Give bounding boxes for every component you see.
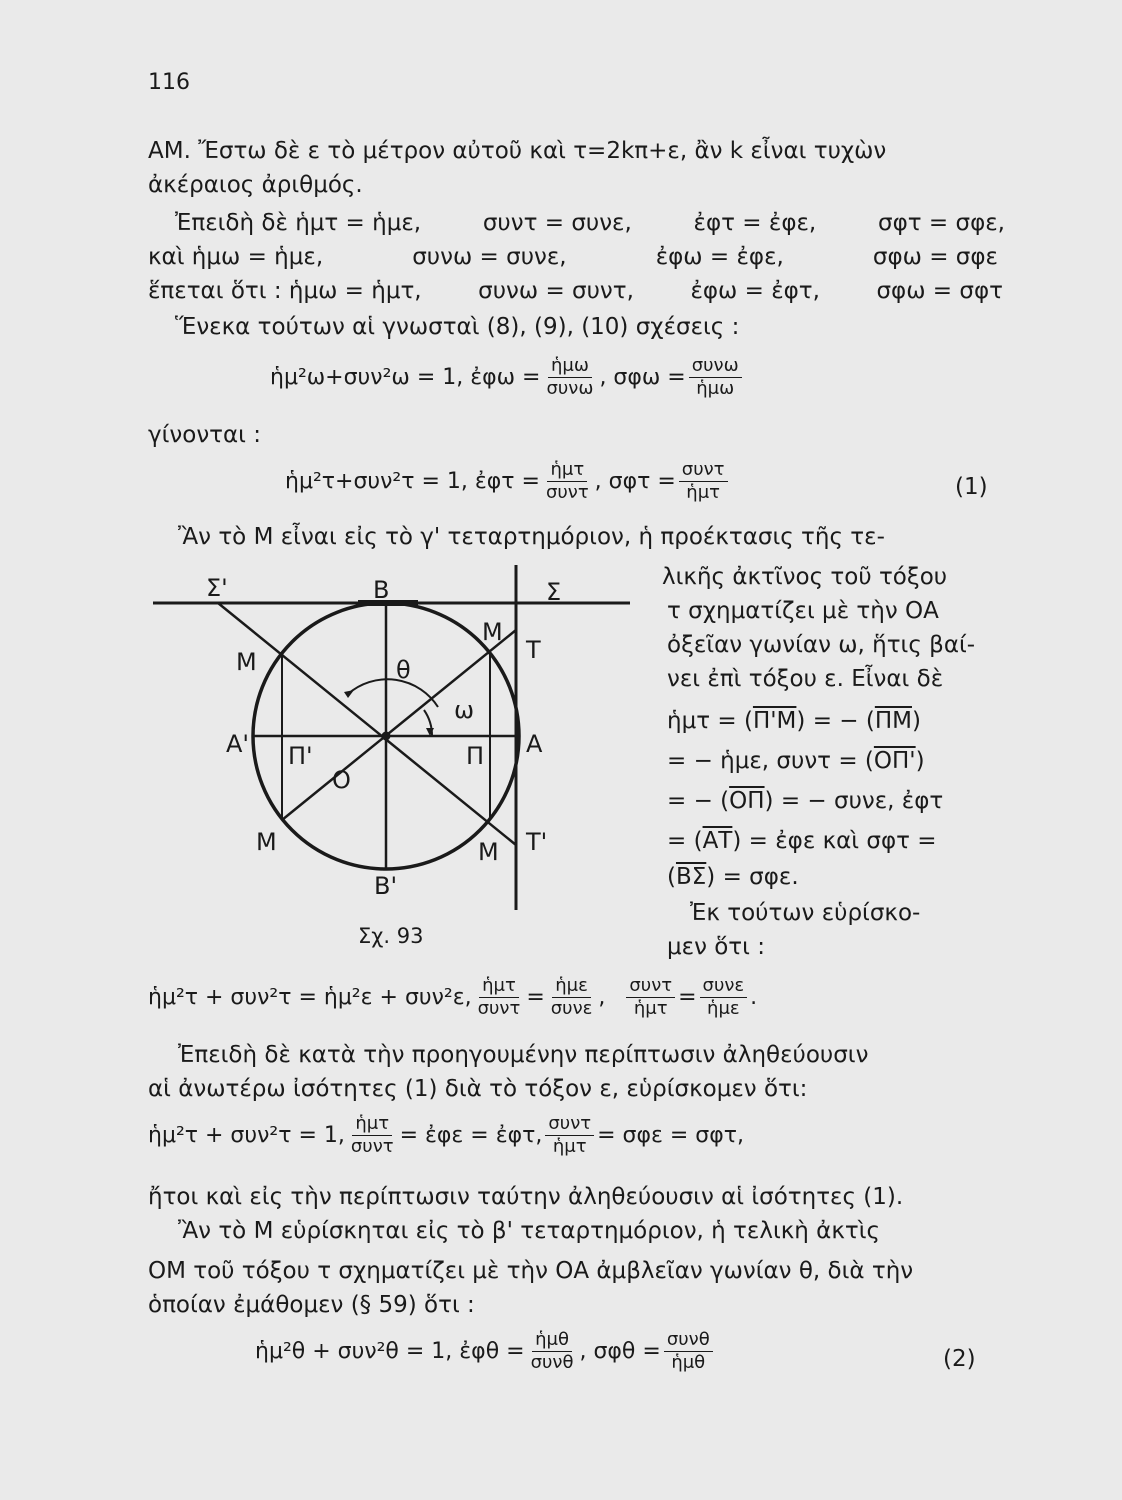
since-cell: σφω = σφτ — [876, 278, 1003, 304]
label-m-bottom-right: Μ — [478, 838, 499, 866]
eq-result1-end: . — [750, 985, 758, 1010]
fraction-denominator: συντ — [545, 482, 589, 503]
fraction-numerator: συνθ — [664, 1330, 713, 1352]
eq-result2-frac2 — [545, 1114, 594, 1157]
label-t: Τ — [526, 636, 541, 664]
equation-number-1: (1) — [955, 474, 988, 500]
since-row-1 — [175, 208, 1005, 238]
line-s1-t1 — [218, 603, 516, 845]
para3-line-2: Ἂν τὸ Μ εὑρίσκηται εἰς τὸ β' τεταρτημόριον, ἡ τελικὴ ἀκτὶς — [178, 1218, 881, 1244]
label-a: Α — [526, 730, 543, 758]
eq-result1-sep: , — [598, 985, 606, 1010]
label-m-left: Μ — [236, 648, 257, 676]
intro-line-2: ἀκέραιος ἀριθμός. — [148, 172, 363, 198]
fraction-numerator: ἡμε — [552, 976, 591, 998]
since-row-2 — [148, 242, 998, 272]
side-eq-line-5 — [667, 862, 799, 892]
eq-result2-frac1 — [348, 1114, 397, 1157]
fraction-numerator: ἡμτ — [479, 976, 519, 998]
fraction-numerator: ἡμτ — [547, 460, 587, 482]
side-eq-line-6: Ἐκ τούτων εὑρίσκο- — [690, 900, 921, 926]
side-eq-text: ) = − συνε, ἐφτ — [764, 788, 944, 814]
eq-result2-end: = σφε = σφτ, — [597, 1123, 744, 1148]
eq-result1-equals: = — [678, 985, 697, 1010]
since-cell: καὶ ἡμω = ἡμε, — [148, 244, 324, 270]
since-cell: σφτ = σφε, — [878, 210, 1005, 236]
fraction-denominator: συνθ — [530, 1352, 574, 1373]
fraction-numerator: συνω — [689, 356, 742, 378]
fraction-denominator: συντ — [350, 1136, 394, 1157]
eq-result2-lhs: ἡμ²τ + συν²τ = 1, — [148, 1123, 345, 1148]
center-point — [382, 732, 390, 740]
since-cell: συνω = συντ, — [478, 278, 634, 304]
side-eq-line-1 — [667, 706, 921, 736]
fraction-denominator: ἡμτ — [552, 1136, 587, 1157]
side-text-line-2: τ σχηματίζει μὲ τὴν ΟΑ — [667, 598, 939, 624]
side-eq-text: ἡμτ = ( — [667, 708, 753, 734]
since-cell: ἐφω = ἐφτ, — [690, 278, 820, 304]
segment-label: ΟΠ' — [873, 748, 916, 774]
label-p: Π — [466, 742, 485, 770]
eq-tau-frac1 — [543, 460, 592, 503]
label-s1: Σ' — [206, 574, 228, 602]
intro-line-1: ΑΜ. Ἔστω δὲ ε τὸ μέτρον αὐτοῦ καὶ τ=2kπ+ε, ἂν k εἶναι τυχὼν — [148, 138, 887, 164]
since-cell: Ἐπειδὴ δὲ ἡμτ = ἡμε, — [175, 210, 422, 236]
segment-label: $\overline{AT}$ — [702, 828, 733, 854]
side-eq-text: ) — [915, 748, 925, 774]
trig-circle-figure — [148, 560, 638, 930]
fraction-denominator: ἡμτ — [633, 998, 668, 1019]
para2-line-2: αἱ ἀνωτέρω ἰσότητες (1) διὰ τὸ τόξον ε, εὑρίσκομεν ὅτι: — [148, 1076, 808, 1102]
label-m-top-right: Μ — [482, 618, 503, 646]
side-eq-line-4 — [667, 826, 937, 856]
label-theta: θ — [396, 656, 411, 684]
third-quadrant-line: Ἂν τὸ Μ εἶναι εἰς τὸ γ' τεταρτημόριον, ἡ προέκτασις τῆς τε- — [178, 524, 885, 550]
relations-line: Ἕνεκα τούτων αἱ γνωσταὶ (8), (9), (10) σχέσεις : — [175, 314, 740, 340]
para3-line-3: ΟΜ τοῦ τόξου τ σχηματίζει μὲ τὴν ΟΑ ἀμβλεῖαν γωνίαν θ, διὰ τὴν — [148, 1258, 914, 1284]
eq-omega-lhs: ἡμ²ω+συν²ω = 1, ἐφω = — [270, 365, 541, 390]
eq-result1-frac4 — [700, 976, 748, 1019]
side-text-line-4: νει ἐπὶ τόξου ε. Εἶναι δὲ — [667, 666, 944, 692]
since-cell: ἐφω = ἐφε, — [655, 244, 784, 270]
since-cell: σφω = σφε — [872, 244, 998, 270]
side-eq-text: ) = ἐφε καὶ σφτ = — [732, 828, 937, 854]
label-b: Β — [373, 576, 390, 604]
fraction-numerator: συντ — [679, 460, 728, 482]
since-row-3 — [148, 276, 1003, 306]
eq-theta-mid: , σφθ = — [579, 1339, 661, 1364]
side-eq-text: ) = − ( — [796, 708, 875, 734]
label-m-bottom-left: Μ — [256, 828, 277, 856]
eq-tau-lhs: ἡμ²τ+συν²τ = 1, ἐφτ = — [285, 469, 540, 494]
side-eq-line-3 — [667, 786, 943, 816]
theta-arrow — [344, 690, 354, 698]
side-eq-text: = − ( — [667, 788, 730, 814]
label-o: Ο — [332, 766, 351, 794]
fraction-denominator: συντ — [477, 998, 521, 1019]
side-text-line-3: ὀξεῖαν γωνίαν ω, ἥτις βαί- — [667, 632, 976, 658]
equation-tau — [285, 460, 731, 503]
eq-omega-mid: , σφω = — [599, 365, 686, 390]
since-cell: ἐφτ = ἐφε, — [693, 210, 817, 236]
fraction-denominator: ἡμτ — [686, 482, 720, 503]
eq-omega-frac1 — [543, 356, 596, 399]
fraction-denominator: συνω — [546, 378, 594, 399]
segment-label: $\overline{B\Sigma}$ — [675, 864, 707, 890]
para2-line-1: Ἐπειδὴ δὲ κατὰ τὴν προηγουμένην περίπτωσιν ἀληθεύουσιν — [178, 1042, 869, 1068]
fraction-denominator: ἡμω — [696, 378, 735, 399]
fraction-numerator: ἡμθ — [532, 1330, 572, 1352]
side-text-line-1: λικῆς ἀκτῖνος τοῦ τόξου — [662, 564, 948, 590]
since-cell: συντ = συνε, — [482, 210, 632, 236]
label-b1: Β' — [374, 872, 398, 900]
para3-line-4: ὁποίαν ἐμάθομεν (§ 59) ὅτι : — [148, 1292, 475, 1318]
eq-result1-frac3 — [626, 976, 675, 1019]
fraction-denominator: ἡμε — [707, 998, 740, 1019]
side-eq-text: ) = σφε. — [706, 864, 799, 890]
eq-tau-mid: , σφτ = — [594, 469, 676, 494]
fraction-denominator: ἡμθ — [671, 1352, 706, 1373]
equation-result-2 — [148, 1114, 744, 1157]
page-number: 116 — [148, 70, 190, 95]
eq-result1-frac1 — [475, 976, 524, 1019]
side-eq-text: ( — [667, 864, 676, 890]
eq-result2-mid: = ἐφε = ἐφτ, — [399, 1123, 543, 1148]
label-a1: Α' — [226, 730, 250, 758]
fraction-numerator: ἡμω — [548, 356, 592, 378]
since-cell: συνω = συνε, — [412, 244, 567, 270]
eq-result1-lhs: ἡμ²τ + συν²τ = ἡμ²ε + συν²ε, — [148, 985, 472, 1010]
eq-result1-equals: = — [526, 985, 545, 1010]
segment-label: $\overline{O\Pi}$ — [729, 788, 765, 814]
equation-result-1 — [148, 976, 757, 1019]
label-p1: Π' — [288, 742, 313, 770]
eq-theta-lhs: ἡμ²θ + συν²θ = 1, ἐφθ = — [255, 1339, 525, 1364]
fraction-numerator: ἡμτ — [352, 1114, 392, 1136]
side-eq-text: ) — [911, 708, 921, 734]
fraction-denominator: συνε — [550, 998, 593, 1019]
side-eq-text: = ( — [667, 828, 703, 854]
equation-theta — [255, 1330, 716, 1373]
segment-label: Π'Μ — [752, 708, 797, 734]
eq-theta-frac2 — [664, 1330, 713, 1373]
equation-omega — [270, 356, 745, 399]
eq-omega-frac2 — [689, 356, 742, 399]
figure-caption: Σχ. 93 — [358, 924, 424, 948]
fraction-numerator: συντ — [545, 1114, 594, 1136]
fraction-numerator: συντ — [626, 976, 675, 998]
label-t1: Τ' — [526, 828, 548, 856]
side-eq-line-7: μεν ὅτι : — [667, 934, 765, 960]
equation-number-2: (2) — [943, 1346, 976, 1372]
label-s: Σ — [546, 578, 562, 606]
eq-result1-frac2 — [548, 976, 596, 1019]
eq-tau-frac2 — [679, 460, 728, 503]
side-eq-text: = − ἡμε, συντ = ( — [667, 748, 874, 774]
label-omega: ω — [454, 696, 475, 724]
eq-theta-frac1 — [528, 1330, 577, 1373]
since-cell: ἕπεται ὅτι : ἡμω = ἡμτ, — [148, 278, 422, 304]
segment-label: $\overline{\Pi M}$ — [874, 708, 912, 734]
become-label: γίνονται : — [148, 422, 262, 448]
para3-line-1: ἤτοι καὶ εἰς τὴν περίπτωσιν ταύτην ἀληθεύουσιν αἱ ἰσότητες (1). — [148, 1184, 904, 1210]
fraction-numerator: συνε — [700, 976, 748, 998]
side-eq-line-2 — [667, 746, 925, 776]
